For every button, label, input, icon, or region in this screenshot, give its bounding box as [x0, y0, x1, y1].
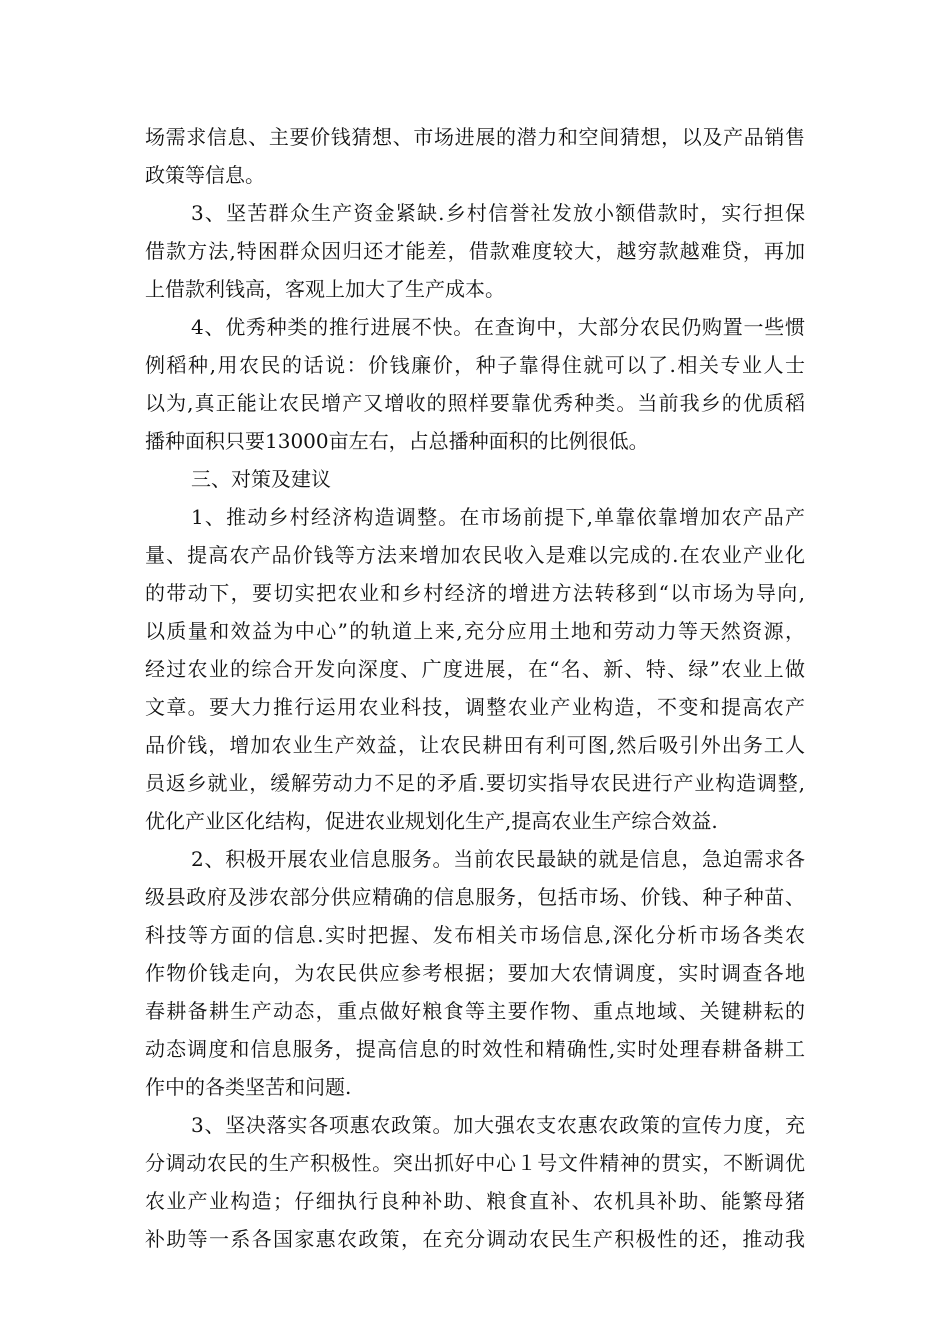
- text-line: 上借款利钱高，客观上加大了生产成本。: [145, 277, 505, 301]
- text-line: 3、坚决落实各项惠农政策。加大强农支农惠农政策的宣传力度，充: [191, 1113, 805, 1137]
- text-line: 动态调度和信息服务，提高信息的时效性和精确性,实时处理春耕备耕工: [145, 1037, 805, 1061]
- text-line: 作中的各类坚苦和问题.: [145, 1075, 352, 1099]
- text-line: 科技等方面的信息.实时把握、发布相关市场信息,深化分析市场各类农: [145, 923, 805, 947]
- text-line: 文章。要大力推行运用农业科技，调整农业产业构造，不变和提高农产: [145, 695, 805, 719]
- text-line: 场需求信息、主要价钱猜想、市场进展的潜力和空间猜想，以及产品销售: [145, 125, 805, 149]
- text-line: 政策等信息。: [145, 163, 265, 187]
- text-line: 补助等一系各国家惠农政策，在充分调动农民生产积极性的还，推动我: [145, 1227, 805, 1251]
- text-line: 1、推动乡村经济构造调整。在市场前提下,单靠依靠增加农产品产: [191, 505, 805, 529]
- text-line: 例稻种,用农民的话说：价钱廉价，种子靠得住就可以了.相关专业人士: [145, 353, 805, 377]
- text-line: 级县政府及涉农部分供应精确的信息服务，包括市场、价钱、种子种苗、: [145, 885, 805, 909]
- text-line: 借款方法,特困群众因归还才能差，借款难度较大，越穷款越难贷，再加: [145, 239, 805, 263]
- text-line: 员返乡就业，缓解劳动力不足的矛盾.要切实指导农民进行产业构造调整,: [145, 771, 805, 795]
- text-line: 优化产业区化结构，促进农业规划化生产,提高农业生产综合效益.: [145, 809, 718, 833]
- text-line: 3、坚苦群众生产资金紧缺.乡村信誉社发放小额借款时，实行担保: [191, 201, 805, 225]
- text-line: 分调动农民的生产积极性。突出抓好中心１号文件精神的贯实，不断调优: [145, 1151, 805, 1175]
- text-line: 以为,真正能让农民增产又增收的照样要靠优秀种类。当前我乡的优质稻: [145, 391, 805, 415]
- text-line: 2、积极开展农业信息服务。当前农民最缺的就是信息，急迫需求各: [191, 847, 805, 871]
- text-line: 作物价钱走向，为农民供应参考根据；要加大农情调度，实时调查各地: [145, 961, 805, 985]
- text-line: 春耕备耕生产动态，重点做好粮食等主要作物、重点地域、关键耕耘的: [145, 999, 805, 1023]
- document-body: [145, 118, 805, 1258]
- text-line: 品价钱，增加农业生产效益，让农民耕田有利可图,然后吸引外出务工人: [145, 733, 805, 757]
- text-line: 的带动下，要切实把农业和乡村经济的增进方法转移到“以市场为导向,: [145, 581, 805, 605]
- text-line: 4、优秀种类的推行进展不快。在查询中，大部分农民仍购置一些惯: [191, 315, 805, 339]
- text-line: 农业产业构造；仔细执行良种补助、粮食直补、农机具补助、能繁母猪: [145, 1189, 805, 1213]
- text-line: 三、对策及建议: [191, 467, 331, 491]
- text-line: 以质量和效益为中心”的轨道上来,充分应用土地和劳动力等天然资源，: [145, 619, 805, 643]
- text-line: 经过农业的综合开发向深度、广度进展，在“名、新、特、绿”农业上做: [145, 657, 805, 681]
- text-line: 播种面积只要13000亩左右，占总播种面积的比例很低。: [145, 429, 649, 453]
- text-line: 量、提高农产品价钱等方法来增加农民收入是难以完成的.在农业产业化: [145, 543, 805, 567]
